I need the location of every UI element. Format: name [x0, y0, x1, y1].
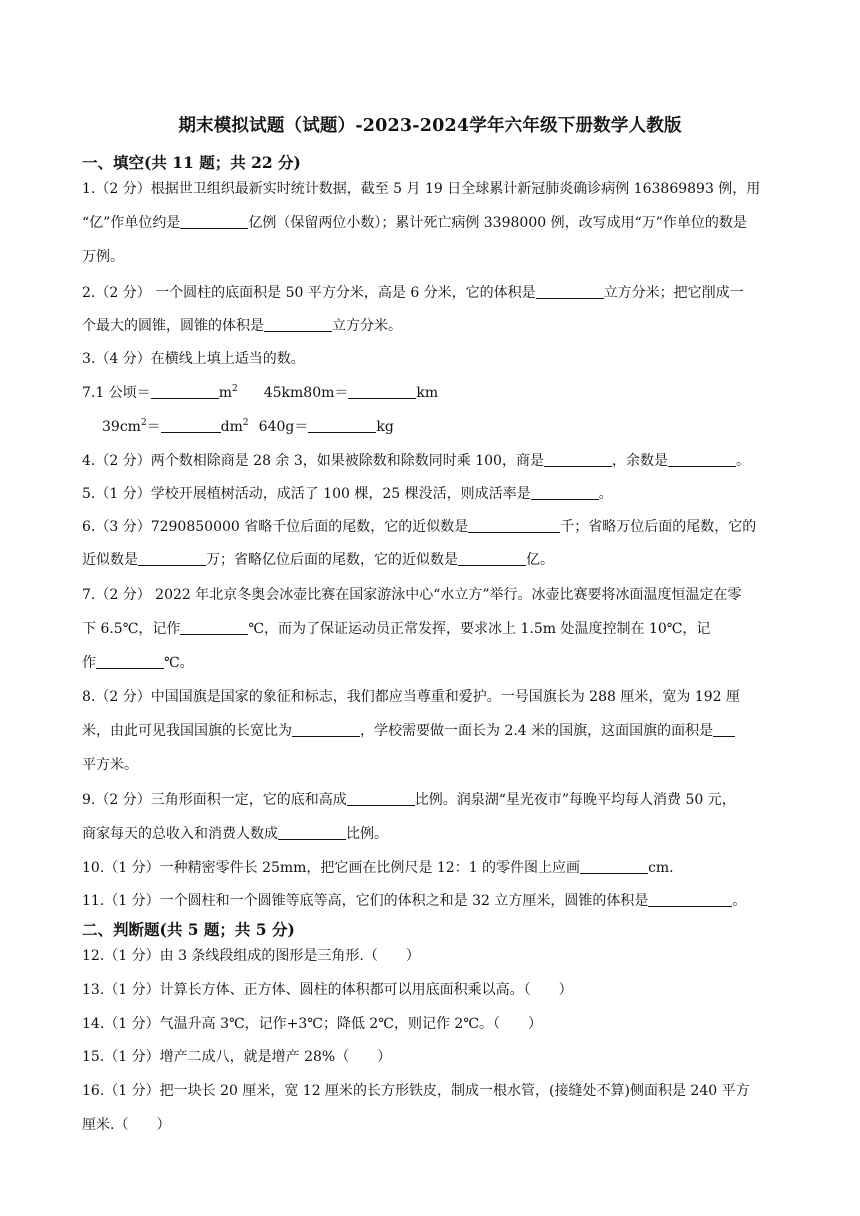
question-15: 15.（1 分）增产二成八，就是增产 28%（ ） — [82, 1049, 392, 1065]
question-1-line-2: “亿”作单位约是 亿例（保留两位小数）；累计死亡病例 3398000 例，改写成用“万”作单位的数是 — [82, 215, 747, 231]
answer-blank[interactable] — [713, 722, 735, 737]
question-13: 13.（1 分）计算长方体、正方体、圆柱的体积都可以用底面积乘以高。（ ） — [82, 982, 573, 998]
answer-blank[interactable] — [264, 317, 332, 332]
question-11: 11.（1 分）一个圆柱和一个圆锥等底等高，它们的体积之和是 32 立方厘米，圆锥的体积是 。 — [82, 893, 747, 909]
question-16-line-1: 16.（1 分）把一块长 20 厘米，宽 12 厘米的长方形铁皮，制成一根水管，(接缝处不算)侧面积是 240 平方 — [82, 1083, 750, 1099]
question-7-line-2: 下 6.5℃，记作 ℃，而为了保证运动员正常发挥，要求冰上 1.5m 处温度控制在 10℃，记 — [82, 621, 711, 637]
question-5: 5.（1 分）学校开展植树活动，成活了 100 棵，25 棵没活，则成活率是 。 — [82, 486, 613, 502]
answer-blank[interactable] — [96, 654, 164, 669]
question-2-line-1: 2.（2 分） 一个圆柱的底面积是 50 平方分米，高是 6 分米，它的体积是 立方分米；把它削成一 — [82, 285, 744, 301]
answer-blank[interactable] — [180, 214, 248, 229]
question-2-line-2: 个最大的圆锥，圆锥的体积是 立方分米。 — [82, 318, 402, 334]
question-3-line-2: 7.1 公顷＝ $m^2$ 45km80m＝ km — [82, 384, 439, 401]
question-4: 4.（2 分）两个数相除商是 28 余 3，如果被除数和除数同时乘 100，商是 ，余数是 。 — [82, 453, 750, 469]
answer-blank[interactable] — [308, 418, 376, 433]
section-heading-fill-in: 一、填空(共 11 题；共 22 分) — [82, 153, 301, 172]
question-6-line-1: 6.（3 分）7290850000 省略千位后面的尾数，它的近似数是 千；省略万位后面的尾数，它的 — [82, 519, 757, 535]
question-1-line-1: 1.（2 分）根据世卫组织最新实时统计数据，截至 5 月 19 日全球累计新冠肺炎确诊病例 163869893 例，用 — [82, 181, 761, 197]
answer-blank[interactable] — [668, 452, 736, 467]
question-8-line-2: 米，由此可见我国国旗的长宽比为 ，学校需要做一面长为 2.4 米的国旗，这面国旗的面积是 — [82, 721, 735, 741]
question-7-line-1: 7.（2 分） 2022 年北京冬奥会冰壶比赛在国家游泳中心“水立方”举行。冰壶比赛要将冰面温度恒温定在零 — [82, 587, 742, 603]
question-1-line-3: 万例。 — [82, 249, 124, 265]
question-7-line-3: 作 ℃。 — [82, 655, 194, 671]
answer-blank[interactable] — [278, 825, 346, 840]
answer-blank[interactable] — [468, 518, 560, 533]
question-9-line-2: 商家每天的总收入和消费人数成 比例。 — [82, 826, 388, 842]
question-3-line-1: 3.（4 分）在横线上填上适当的数。 — [82, 351, 305, 367]
answer-blank[interactable] — [161, 418, 221, 433]
answer-blank[interactable] — [348, 384, 416, 399]
question-14: 14.（1 分）气温升高 3℃，记作+3℃；降低 2℃，则记作 2℃。（ ） — [82, 1016, 542, 1032]
answer-blank[interactable] — [292, 722, 360, 737]
question-9-line-1: 9.（2 分）三角形面积一定，它的底和高成 比例。润泉湖“星光夜市”每晚平均每人消费 50 元， — [82, 792, 736, 808]
question-8-line-3: 平方米。 — [82, 757, 138, 773]
answer-blank[interactable] — [180, 620, 248, 635]
question-8-line-1: 8.（2 分）中国国旗是国家的象征和标志，我们都应当尊重和爱护。一号国旗长为 288 厘米，宽为 192 厘 — [82, 689, 740, 705]
question-16-line-2: 厘米.（ ） — [82, 1117, 171, 1133]
answer-blank[interactable] — [347, 791, 415, 806]
answer-blank[interactable] — [458, 551, 526, 566]
question-6-line-2: 近似数是 万；省略亿位后面的尾数，它的近似数是 亿。 — [82, 552, 554, 568]
answer-blank[interactable] — [536, 284, 604, 299]
section-heading-true-false: 二、判断题(共 5 题；共 5 分) — [82, 920, 295, 939]
answer-blank[interactable] — [580, 859, 648, 874]
answer-blank[interactable] — [648, 892, 732, 907]
answer-blank[interactable] — [531, 485, 599, 500]
answer-blank[interactable] — [544, 452, 612, 467]
answer-blank[interactable] — [138, 551, 206, 566]
answer-blank[interactable] — [151, 384, 219, 399]
page-title: 期末模拟试题（试题）-2023-2024学年六年级下册数学人教版 — [178, 116, 682, 136]
question-10: 10.（1 分）一种精密零件长 25mm，把它画在比例尺是 12：1 的零件图上应画 cm. — [82, 860, 674, 876]
question-12: 12.（1 分）由 3 条线段组成的图形是三角形.（ ） — [82, 948, 420, 964]
question-3-line-3: $39cm^2= dm^2$ 640g＝ kg — [102, 418, 394, 435]
